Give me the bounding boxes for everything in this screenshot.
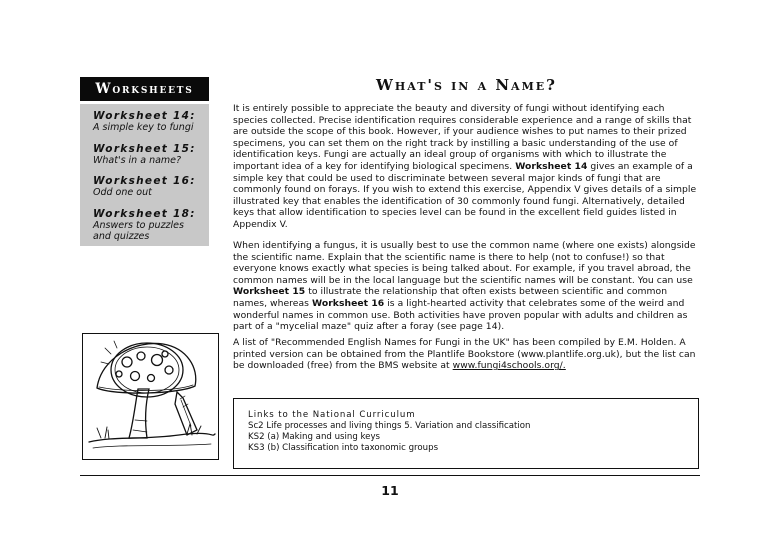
- mushroom-magnifier-drawing: [83, 334, 218, 459]
- worksheet-list: [80, 104, 209, 246]
- page-number: 11: [381, 483, 399, 498]
- worksheet-title: Worksheet 16:: [93, 175, 196, 187]
- text-span: It is entirely possible to appreciate the beauty and diversity of fungi without identifying each species collected. Precise identification requires considerable experience and a range of skills that are outside the scope of this book. However, if your audience wishes to put names to their prized specimens, you can set them on the right track by instilling a basic understanding of the use of identification keys. Fungi are actually an ideal group of organisms with which to illustrate the important idea of a key for identifying biological specimens.: [233, 103, 692, 172]
- curriculum-links-box: [233, 398, 699, 469]
- sidebar-heading: Worksheets: [80, 77, 209, 101]
- worksheet-title: Worksheet 14:: [93, 110, 196, 122]
- worksheet-reference: Worksheet 15: [233, 286, 306, 298]
- worksheet-title: Worksheet 18:: [93, 207, 196, 220]
- mushroom-magnifier-illustration: [82, 333, 219, 460]
- worksheet-subtitle: What's in a name?: [93, 154, 182, 166]
- worksheet-item: [93, 110, 201, 134]
- text-span: A list of "Recommended English Names for Fungi in the UK" has been compiled by E.M. Holden. A printed version can be obtained from the Plantlife Bookstore (www.plantlife.org.uk), but the list can be downloaded (free) from the BMS website at: [233, 337, 696, 372]
- page-title: What's in a Name?: [376, 76, 557, 94]
- worksheet-subtitle: Odd one out: [93, 187, 152, 198]
- text-span: gives an example of a simple key that could be used to discriminate between several major kinds of fungi that are commonly found on forays. If you wish to extend this exercise, Appendix V gives details of a simple illustrated key that enables the identification of 30 commonly found fungi. Alternatively, detailed keys that allow identification to species level can be found in the excellent field guides listed in Appendix V.: [233, 160, 697, 230]
- worksheet-title: Worksheet 15:: [93, 142, 196, 155]
- website-link[interactable]: www.fungi4schools.org/.: [452, 360, 566, 372]
- worksheet-reference: Worksheet 14: [515, 160, 588, 172]
- worksheet-item: [93, 175, 201, 199]
- curriculum-line: KS3 (b) Classification into taxonomic groups: [248, 443, 439, 453]
- worksheet-subtitle: A simple key to fungi: [93, 122, 194, 133]
- worksheet-item: [93, 143, 201, 167]
- footer-divider: [80, 475, 700, 476]
- worksheet-subtitle: Answers to puzzles and quizzes: [93, 219, 184, 242]
- curriculum-line: KS2 (a) Making and using keys: [248, 432, 381, 442]
- curriculum-heading: Links to the National Curriculum: [248, 410, 416, 420]
- text-span: When identifying a fungus, it is usually best to use the common name (where one exists) alongside the scientific name. Explain that the scientific name is there to help (not to confuse!) so that everyone knows exactly what species is being talked about. For example, if you travel abroad, the common names will be in the local language but the scientific names will be constant. You can use: [233, 240, 696, 286]
- paragraph-identification: [233, 103, 701, 231]
- worksheet-reference: Worksheet 16: [312, 297, 385, 309]
- curriculum-line: Sc2 Life processes and living things 5. Variation and classification: [248, 421, 531, 431]
- paragraph-recommended-names: [233, 337, 701, 372]
- text-span: is a light-hearted activity that celebrates some of the weird and wonderful names in common use. Both activities have proven popular with adults and children as part of a "mycelial maze" quiz after a foray (see page 14).: [233, 297, 688, 333]
- text-span: to illustrate the relationship that often exists between scientific and common names, whereas: [233, 286, 668, 309]
- worksheet-item: [93, 208, 201, 243]
- paragraph-common-names: [233, 240, 701, 333]
